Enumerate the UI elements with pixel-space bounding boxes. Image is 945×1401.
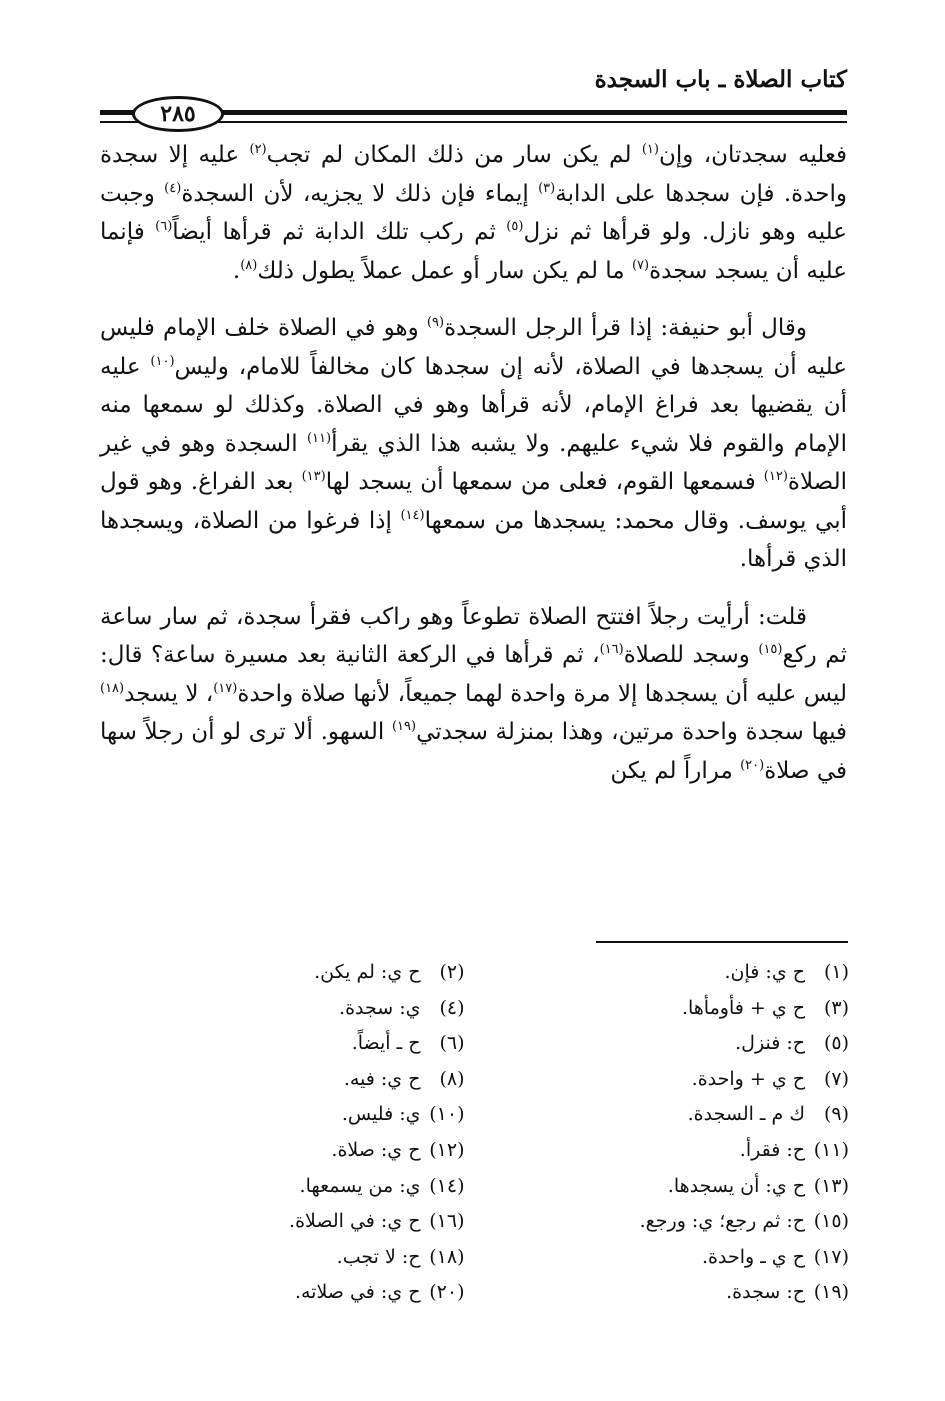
footnote-item xyxy=(505,1133,850,1169)
text-run: إذا فرغوا من الصلاة، ويسجدها الذي قرأها. xyxy=(100,507,847,572)
text-run: وقال أبو حنيفة: إذا قرأ الرجل السجدة xyxy=(444,315,807,341)
text-run: ثم ركب تلك الدابة ثم قرأها أيضاً xyxy=(172,219,507,245)
footnote-text: ح ـ أيضاً. xyxy=(351,1032,421,1055)
footnote-ref[interactable]: (١٣) xyxy=(301,469,326,484)
footnote-number: (١٣) xyxy=(813,1174,849,1197)
footnote-ref[interactable]: (١٧) xyxy=(213,680,238,696)
footnote-ref[interactable]: (١٤) xyxy=(400,507,425,523)
footnote-item xyxy=(120,1026,465,1062)
footnote-ref[interactable]: (١٥) xyxy=(758,642,783,657)
footnote-number: (١٠) xyxy=(429,1103,465,1126)
footnote-number: (٣) xyxy=(823,996,849,1019)
footnote-text: ح ي + فأومأها. xyxy=(681,996,805,1019)
text-run: فإنما عليه أن يسجد سجدة xyxy=(100,219,847,284)
footnote-item xyxy=(120,1240,465,1276)
footnote-ref[interactable]: (٨) xyxy=(240,257,258,273)
footnote-ref[interactable]: (١١) xyxy=(306,430,332,446)
footnote-ref[interactable]: (٢) xyxy=(249,142,267,157)
footnote-number: (٢٠) xyxy=(429,1281,465,1304)
footnote-item xyxy=(505,1204,850,1240)
footnote-item xyxy=(120,1169,465,1205)
text-run: وهو في الصلاة خلف الإمام فليس عليه أن يسجدها في الصلاة، لأنه إن سجدها كان مخالفاً للامام، وليس xyxy=(100,315,847,380)
footnote-number: (١) xyxy=(823,961,849,983)
footnote-ref[interactable]: (١٠) xyxy=(150,353,175,369)
footnote-separator xyxy=(596,941,848,943)
footnote-ref[interactable]: (٤) xyxy=(164,180,182,196)
text-run: السهو. ألا ترى لو أن رجلاً سها في صلاة xyxy=(100,719,847,784)
footnote-ref[interactable]: (٧) xyxy=(631,257,650,273)
footnote-number: (٥) xyxy=(823,1032,849,1055)
footnote-number: (١١) xyxy=(813,1138,849,1161)
footnote-ref[interactable]: (١٦) xyxy=(599,642,624,657)
main-text xyxy=(100,136,847,809)
footnote-ref[interactable]: (٢٠) xyxy=(740,757,765,773)
footnote-number: (١٦) xyxy=(429,1210,465,1233)
footnote-number: (١٥) xyxy=(813,1210,849,1233)
footnote-item xyxy=(505,1275,850,1311)
footnote-item xyxy=(505,1097,850,1133)
footnote-item xyxy=(120,1133,465,1169)
footnote-item xyxy=(505,1062,850,1098)
text-run: ما لم يكن سار أو عمل عملاً يطول ذلك xyxy=(257,257,632,284)
footnote-number: (١٨) xyxy=(429,1245,465,1268)
footnote-text: ي: سجدة. xyxy=(339,996,421,1019)
running-header: كتاب الصلاة ـ باب السجدة xyxy=(594,66,847,93)
footnote-ref[interactable]: (٥) xyxy=(506,219,524,234)
text-run: عليه أن يقضيها بعد فراغ الإمام، لأنه قرأها وهو في الصلاة. وكذلك لو سمعها منه الإمام والقوم فلا شيء عليهم. ولا يشبه هذا الذي يقرأ xyxy=(100,353,847,457)
text-run: مراراً لم يكن xyxy=(610,757,741,784)
text-run: فعليه سجدتان، وإن xyxy=(658,142,847,168)
text-run: فسمعها القوم، فعلى من سمعها أن يسجد لها xyxy=(325,469,764,495)
footnote-ref[interactable]: (١٢) xyxy=(763,469,788,484)
footnote-text: ح ي: أن يسجدها. xyxy=(667,1174,805,1197)
footnote-number: (١٤) xyxy=(429,1174,465,1197)
footnote-number: (١٧) xyxy=(813,1245,849,1268)
text-run: . xyxy=(232,257,241,284)
text-run: السجدة وهو في غير الصلاة xyxy=(100,430,848,495)
footnote-text: ي: من يسمعها. xyxy=(299,1174,421,1197)
footnote-text: ح: سجدة. xyxy=(726,1281,805,1304)
footnote-text: ح ي: صلاة. xyxy=(331,1138,421,1161)
text-run: قلت: أرأيت رجلاً افتتح الصلاة تطوعاً وهو راكب فقرأ سجدة، ثم سار ساعة ثم ركع xyxy=(100,603,847,668)
footnote-item xyxy=(505,1169,850,1205)
paragraph xyxy=(100,309,847,579)
text-run: فيها سجدة واحدة مرتين، وهذا بمنزلة سجدتي xyxy=(416,719,848,745)
footnote-item xyxy=(120,991,465,1027)
page-number: ٢٨٥ xyxy=(132,96,224,132)
footnote-text: ح ي: في الصلاة. xyxy=(289,1210,421,1233)
footnote-ref[interactable]: (٣) xyxy=(538,180,556,196)
text-run: بعد الفراغ. وهو قول أبي يوسف. وقال محمد: يسجدها من سمعها xyxy=(100,469,848,534)
text-run: إيماء فإن ذلك لا يجزيه، لأن السجدة xyxy=(181,180,539,207)
paragraph xyxy=(100,598,847,791)
footnote-text: ح ي: فيه. xyxy=(343,1067,421,1090)
footnote-ref[interactable]: (٦) xyxy=(155,219,173,234)
footnote-item xyxy=(120,1097,465,1133)
footnote-number: (٩) xyxy=(823,1103,849,1126)
footnote-number: (١٢) xyxy=(429,1138,465,1161)
footnote-item xyxy=(120,955,465,991)
text-run: ، ثم قرأها في الركعة الثانية بعد مسيرة ساعة؟ قال: ليس عليه أن يسجدها إلا مرة واحدة لهما جميعاً، لأنها صلاة واحدة xyxy=(100,642,847,707)
footnote-text: ي: فليس. xyxy=(341,1103,421,1126)
footnote-text: ح ي: فإن. xyxy=(724,961,805,983)
footnote-text: ك م ـ السجدة. xyxy=(687,1103,805,1126)
footnote-text: ح ي ـ واحدة. xyxy=(702,1245,805,1268)
footnote-ref[interactable]: (١٨) xyxy=(100,680,125,696)
text-run: وجبت عليه وهو نازل. ولو قرأها ثم نزل xyxy=(100,180,847,245)
footnote-number: (٢) xyxy=(439,961,465,983)
footnote-ref[interactable]: (١) xyxy=(641,142,659,157)
footnote-item xyxy=(505,991,850,1027)
footnote-number: (٦) xyxy=(439,1032,465,1055)
footnote-text: ح: لا تجب. xyxy=(336,1245,421,1268)
footnote-text: ح: ثم رجع؛ ي: ورجع. xyxy=(639,1210,805,1233)
text-run: وسجد للصلاة xyxy=(623,642,759,668)
footnote-text: ح ي + واحدة. xyxy=(691,1067,805,1090)
footnote-number: (٧) xyxy=(823,1067,849,1090)
footnote-item xyxy=(505,1240,850,1276)
footnote-text: ح: فقرأ. xyxy=(739,1138,805,1161)
footnote-ref[interactable]: (٩) xyxy=(426,315,445,330)
footnote-item xyxy=(505,1026,850,1062)
footnote-item xyxy=(505,955,850,991)
footnote-number: (١٩) xyxy=(813,1281,849,1304)
paragraph xyxy=(100,136,847,290)
footnotes xyxy=(120,955,849,1311)
footnote-text: ح: فنزل. xyxy=(735,1032,805,1055)
text-run: ، لا يسجد xyxy=(124,680,214,707)
text-run: عليه إلا سجدة واحدة. فإن سجدها على الدابة xyxy=(100,142,847,207)
footnote-item xyxy=(120,1275,465,1311)
footnote-item xyxy=(120,1204,465,1240)
footnote-number: (٨) xyxy=(439,1067,465,1090)
footnote-item xyxy=(120,1062,465,1098)
text-run: لم يكن سار من ذلك المكان لم تجب xyxy=(266,142,642,168)
footnote-text: ح ي: في صلاته. xyxy=(294,1281,421,1304)
footnote-ref[interactable]: (١٩) xyxy=(391,719,417,734)
footnote-text: ح ي: لم يكن. xyxy=(314,961,421,983)
footnote-number: (٤) xyxy=(439,996,465,1019)
